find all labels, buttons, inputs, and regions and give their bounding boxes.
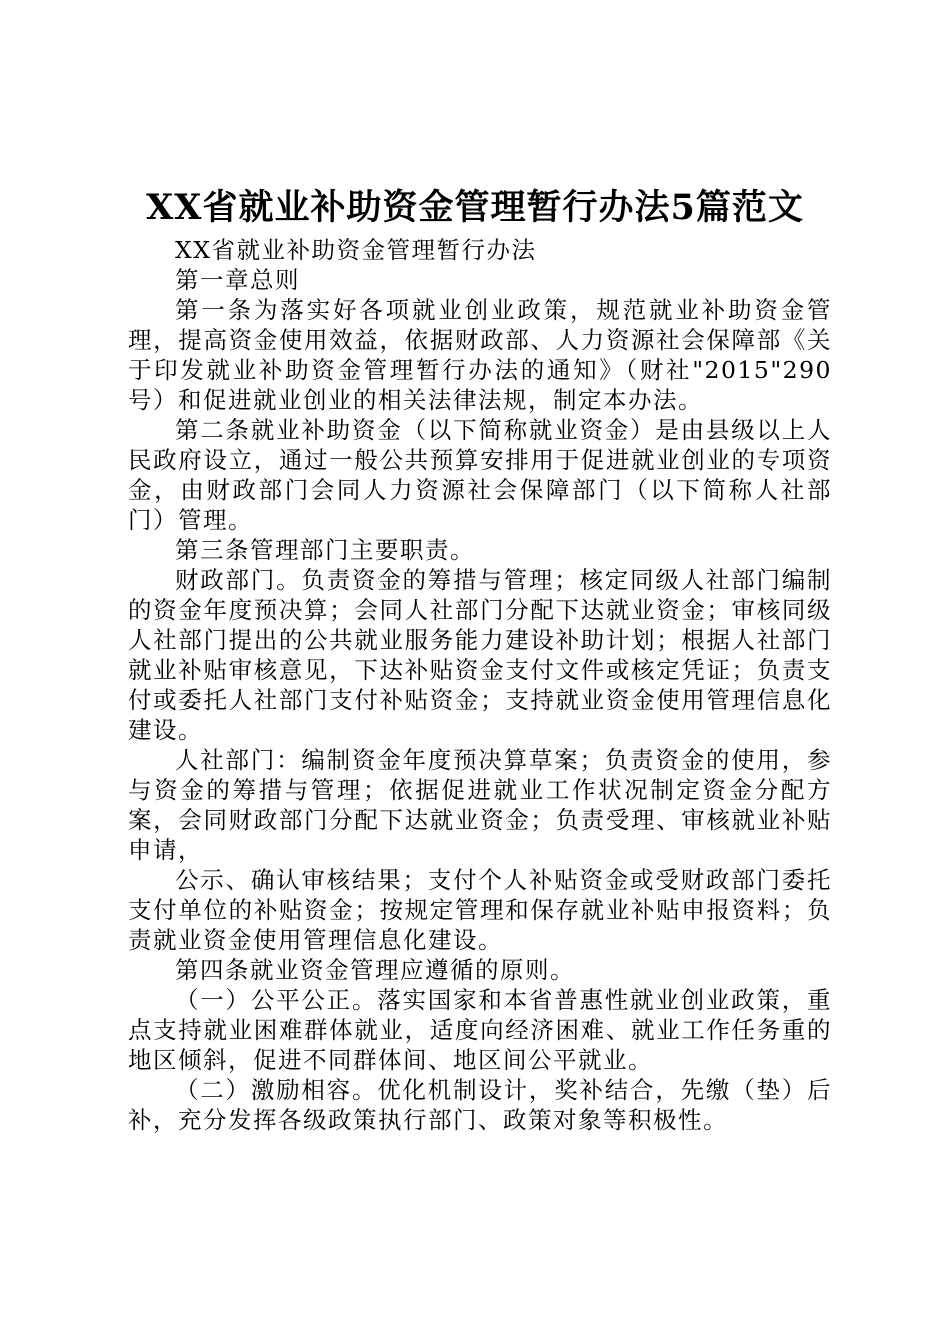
paragraph: 人社部门：编制资金年度预决算草案；负责资金的使用，参与资金的筹措与管理；依据促进就业工作状况制定资金分配方案，会同财政部门分配下达就业资金；负责受理、审核就业补贴申请， bbox=[128, 746, 832, 864]
paragraph: 财政部门。负责资金的筹措与管理；核定同级人社部门编制的资金年度预决算；会同人社部门分配下达就业资金；审核同级人社部门提出的公共就业服务能力建设补助计划；根据人社部门就业补贴审核意见，下达补贴资金支付文件或核定凭证；负责支付或委托人社部门支付补贴资金；支持就业资金使用管理信息化建设。 bbox=[128, 566, 832, 744]
paragraph: 公示、确认审核结果；支付个人补贴资金或受财政部门委托支付单位的补贴资金；按规定管理和保存就业补贴申报资料；负责就业资金使用管理信息化建设。 bbox=[128, 866, 832, 954]
paragraph: 第一章总则 bbox=[175, 266, 300, 294]
paragraph: 第二条就业补助资金（以下简称就业资金）是由县级以上人民政府设立，通过一般公共预算安排用于促进就业创业的专项资金，由财政部门会同人力资源社会保障部门（以下简称人社部门）管理。 bbox=[128, 416, 832, 534]
paragraph: 第四条就业资金管理应遵循的原则。 bbox=[175, 956, 575, 984]
paragraph: （一）公平公正。落实国家和本省普惠性就业创业政策，重点支持就业困难群体就业，适度向经济困难、就业工作任务重的地区倾斜，促进不同群体间、地区间公平就业。 bbox=[128, 986, 832, 1074]
document-body bbox=[128, 235, 832, 1135]
paragraph: 第一条为落实好各项就业创业政策，规范就业补助资金管理，提高资金使用效益，依据财政部、人力资源社会保障部《关于印发就业补助资金管理暂行办法的通知》（财社"2015"290号）和促进就业创业的相关法律法规，制定本办法。 bbox=[128, 296, 832, 414]
paragraph: 第三条管理部门主要职责。 bbox=[175, 536, 475, 564]
paragraph: （二）激励相容。优化机制设计，奖补结合，先缴（垫）后补，充分发挥各级政策执行部门、政策对象等积极性。 bbox=[128, 1076, 832, 1134]
document-title: XX省就业补助资金管理暂行办法5篇范文 bbox=[146, 187, 804, 228]
paragraph: XX省就业补助资金管理暂行办法 bbox=[175, 236, 537, 264]
